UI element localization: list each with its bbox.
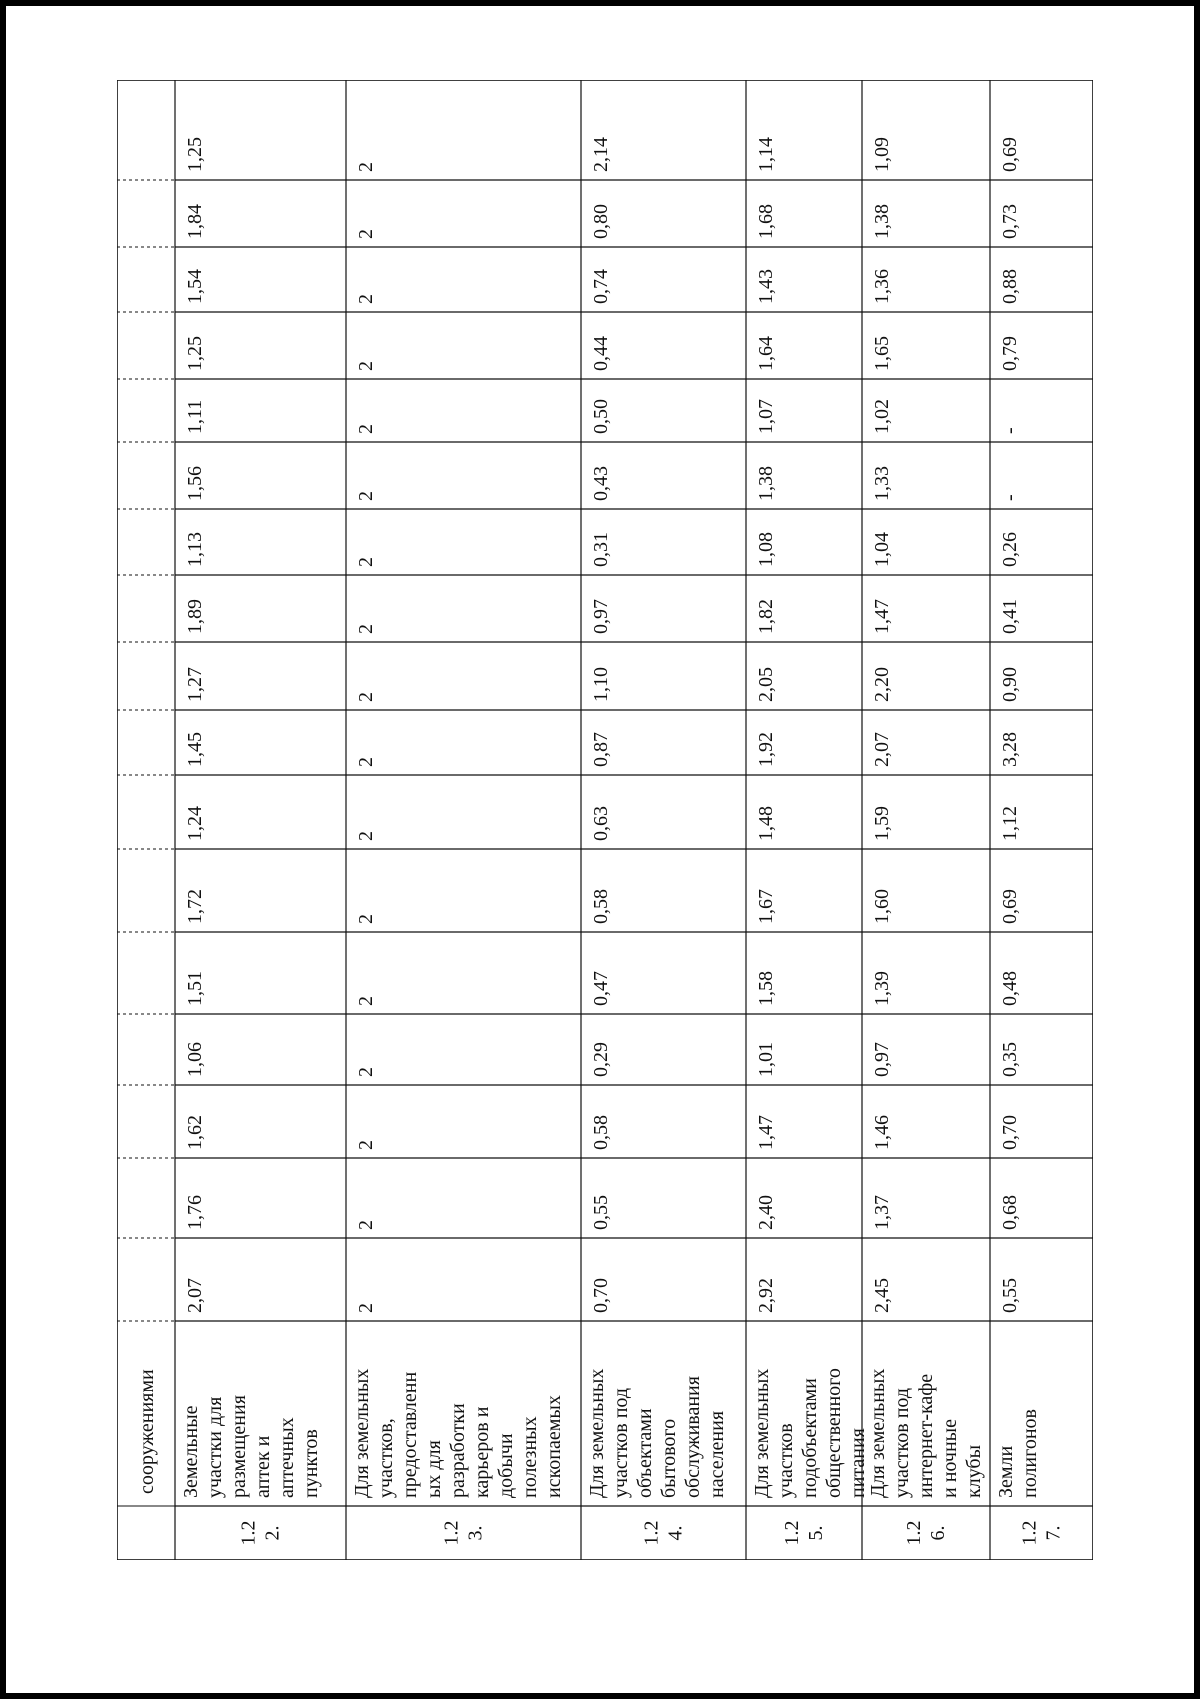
table-grid <box>117 80 1093 1560</box>
value-cell: 2 <box>355 914 377 924</box>
value-cell: 1,82 <box>755 599 777 634</box>
value-cell: 3,28 <box>999 732 1021 767</box>
row-number: 1.2 <box>903 1520 925 1546</box>
value-cell: 0,55 <box>590 1195 612 1230</box>
value-cell: 2,20 <box>871 667 893 702</box>
value-cell: 2 <box>355 557 377 567</box>
row-name: участков под <box>891 1388 913 1498</box>
value-cell: 0,70 <box>999 1115 1021 1150</box>
value-cell: 2 <box>355 361 377 371</box>
value-cell: 1,60 <box>871 889 893 924</box>
value-cell: 0,47 <box>590 971 612 1006</box>
value-cell: 2 <box>355 1067 377 1077</box>
value-cell: 2 <box>355 162 377 172</box>
value-cell: 0,41 <box>999 599 1021 634</box>
value-cell: 1,54 <box>184 269 206 304</box>
row-number: 4. <box>664 1525 687 1541</box>
value-cell: 1,65 <box>871 336 893 371</box>
value-cell: 1,25 <box>184 137 206 172</box>
value-cell: 0,90 <box>999 667 1021 702</box>
row-name: участки для <box>204 1396 226 1498</box>
value-cell: 0,87 <box>590 732 612 767</box>
row-name: общественного <box>823 1368 845 1498</box>
value-cell: - <box>999 427 1021 434</box>
row-name: населения <box>706 1410 728 1498</box>
value-cell: 2 <box>355 831 377 841</box>
value-cell: 0,50 <box>590 399 612 434</box>
value-cell: 1,36 <box>871 269 893 304</box>
value-cell: 2 <box>355 491 377 501</box>
value-cell: 0,79 <box>999 336 1021 371</box>
row-name: Для земельных <box>586 1368 608 1498</box>
value-cell: 1,47 <box>755 1115 777 1150</box>
value-cell: 0,68 <box>999 1195 1021 1230</box>
value-cell: 1,68 <box>755 204 777 239</box>
row-name: подобъектами <box>799 1378 821 1498</box>
row-name: Для земельных <box>751 1368 773 1498</box>
row-name: предоставленн <box>399 1371 421 1498</box>
row-name: разработки <box>447 1403 469 1498</box>
value-cell: 0,97 <box>871 1042 893 1077</box>
value-cell: 0,58 <box>590 1115 612 1150</box>
value-cell: 1,39 <box>871 971 893 1006</box>
header-label: сооружениями <box>136 1369 158 1494</box>
value-cell: 1,33 <box>871 466 893 501</box>
value-cell: 2 <box>355 1303 377 1313</box>
value-cell: 0,55 <box>999 1278 1021 1313</box>
value-cell: 1,07 <box>755 399 777 434</box>
value-cell: 1,13 <box>184 532 206 567</box>
value-cell: 2,05 <box>755 667 777 702</box>
value-cell: 1,11 <box>184 399 206 434</box>
value-cell: 1,92 <box>755 732 777 767</box>
row-name: Для земельных <box>351 1368 373 1498</box>
value-cell: 2 <box>355 1140 377 1150</box>
row-name: участков под <box>610 1388 632 1498</box>
row-name: участков, <box>375 1418 397 1498</box>
row-name: питания <box>847 1428 869 1498</box>
value-cell: 0,48 <box>999 971 1021 1006</box>
value-cell: 2,07 <box>871 732 893 767</box>
row-name: пунктов <box>300 1429 322 1498</box>
value-cell: 1,72 <box>184 889 206 924</box>
value-cell: 1,08 <box>755 532 777 567</box>
row-name: участков <box>775 1423 797 1498</box>
value-cell: 2,14 <box>590 137 612 172</box>
row-number: 1.2 <box>237 1520 260 1546</box>
value-cell: 0,63 <box>590 806 612 841</box>
value-cell: 1,04 <box>871 532 893 567</box>
value-cell: 2 <box>355 692 377 702</box>
value-cell: 0,44 <box>590 336 612 371</box>
value-cell: 1,38 <box>755 466 777 501</box>
value-cell: 1,14 <box>755 137 777 172</box>
value-cell: 2,92 <box>755 1278 777 1313</box>
value-cell: 1,24 <box>184 806 206 841</box>
row-name: аптечных <box>276 1417 298 1498</box>
value-cell: 1,51 <box>184 971 206 1006</box>
row-name: интернет-кафе <box>915 1373 937 1498</box>
value-cell: 0,26 <box>999 532 1021 567</box>
row-number: 1.2 <box>440 1520 463 1546</box>
row-number: 1.2 <box>1018 1520 1041 1546</box>
row-name: обслуживания <box>682 1376 704 1498</box>
value-cell: 1,43 <box>755 269 777 304</box>
row-name: Для земельных <box>867 1368 889 1498</box>
row-number: 6. <box>927 1525 949 1541</box>
value-cell: 1,56 <box>184 466 206 501</box>
value-cell: 2,07 <box>184 1278 206 1313</box>
value-cell: 1,09 <box>871 137 893 172</box>
value-cell: 1,84 <box>184 204 206 239</box>
value-cell: 1,67 <box>755 889 777 924</box>
value-cell: 1,06 <box>184 1042 206 1077</box>
value-cell: 0,88 <box>999 269 1021 304</box>
value-cell: 1,02 <box>871 399 893 434</box>
row-name: Земельные <box>180 1405 202 1498</box>
value-cell: 0,80 <box>590 204 612 239</box>
row-number: 7. <box>1042 1525 1065 1541</box>
value-cell: 0,43 <box>590 466 612 501</box>
row-name: аптек и <box>252 1435 274 1498</box>
value-cell: 2,45 <box>871 1278 893 1313</box>
row-name: размещения <box>228 1395 250 1498</box>
value-cell: 1,48 <box>755 806 777 841</box>
row-number: 3. <box>464 1525 487 1541</box>
value-cell: 1,27 <box>184 667 206 702</box>
row-name: Земли <box>995 1445 1017 1498</box>
value-cell: 2 <box>355 424 377 434</box>
rotated-table <box>117 80 1093 1560</box>
value-cell: 0,35 <box>999 1042 1021 1077</box>
value-cell: 0,70 <box>590 1278 612 1313</box>
value-cell: 1,89 <box>184 599 206 634</box>
table-svg <box>117 80 1093 1560</box>
value-cell: 2 <box>355 294 377 304</box>
value-cell: 0,97 <box>590 599 612 634</box>
value-cell: 1,45 <box>184 732 206 767</box>
row-name: полигонов <box>1019 1409 1041 1498</box>
value-cell: 1,64 <box>755 336 777 371</box>
value-cell: 0,31 <box>590 532 612 567</box>
value-cell: 0,29 <box>590 1042 612 1077</box>
row-name: добычи <box>495 1433 517 1498</box>
value-cell: 2 <box>355 996 377 1006</box>
value-cell: 1,37 <box>871 1195 893 1230</box>
value-cell: 2 <box>355 229 377 239</box>
row-name: объектами <box>634 1408 656 1498</box>
value-cell: 2 <box>355 757 377 767</box>
value-cell: 0,74 <box>590 269 612 304</box>
value-cell: 1,58 <box>755 971 777 1006</box>
row-name: клубы <box>963 1444 985 1498</box>
value-cell: 1,38 <box>871 204 893 239</box>
value-cell: 0,69 <box>999 889 1021 924</box>
value-cell: 1,76 <box>184 1195 206 1230</box>
row-name: полезных <box>519 1416 541 1498</box>
value-cell: - <box>999 494 1021 501</box>
value-cell: 1,47 <box>871 599 893 634</box>
value-cell: 1,10 <box>590 667 612 702</box>
value-cell: 1,12 <box>999 806 1021 841</box>
value-cell: 0,58 <box>590 889 612 924</box>
row-name: ых для <box>423 1440 445 1498</box>
row-name: карьеров и <box>471 1406 493 1498</box>
row-name: бытового <box>658 1418 680 1498</box>
value-cell: 0,73 <box>999 204 1021 239</box>
row-name: и ночные <box>939 1419 961 1498</box>
row-name: ископаемых <box>543 1395 565 1498</box>
value-cell: 1,25 <box>184 336 206 371</box>
value-cell: 1,46 <box>871 1115 893 1150</box>
value-cell: 1,62 <box>184 1115 206 1150</box>
row-number: 2. <box>261 1525 284 1541</box>
value-cell: 2 <box>355 1220 377 1230</box>
value-cell: 2,40 <box>755 1195 777 1230</box>
value-cell: 1,01 <box>755 1042 777 1077</box>
row-number: 5. <box>805 1525 827 1541</box>
value-cell: 1,59 <box>871 806 893 841</box>
value-cell: 2 <box>355 624 377 634</box>
row-number: 1.2 <box>781 1520 803 1546</box>
value-cell: 0,69 <box>999 137 1021 172</box>
row-number: 1.2 <box>640 1520 663 1546</box>
